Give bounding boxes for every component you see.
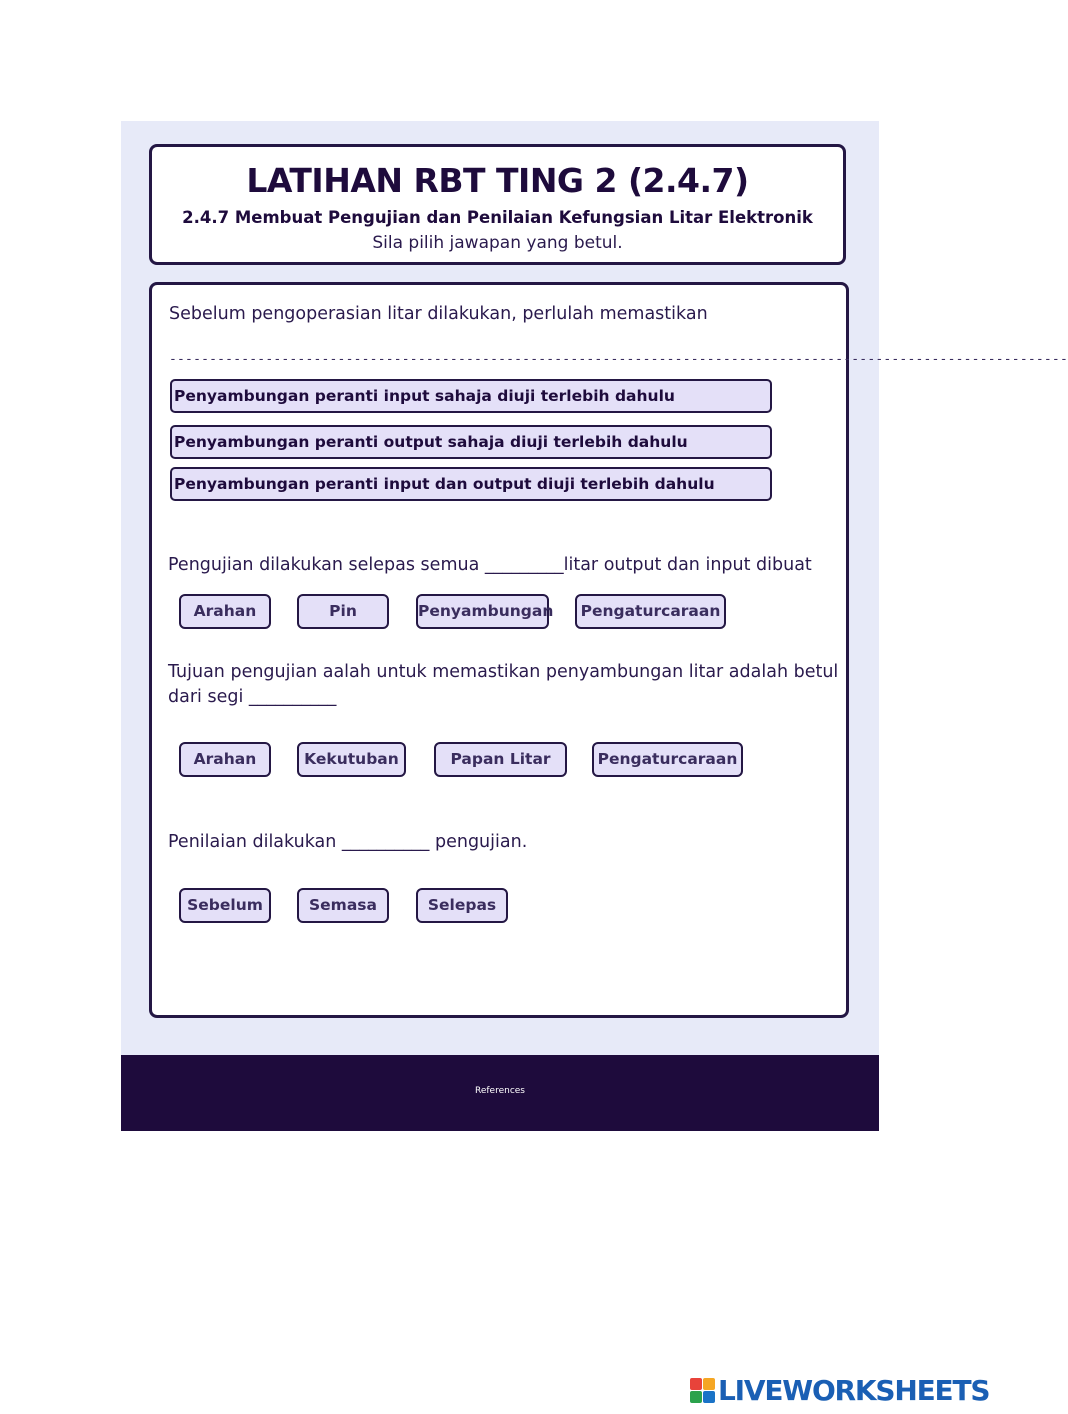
- question-2-text: Pengujian dilakukan selepas semua _________litar output dan input dibuat: [168, 555, 812, 575]
- page-title: LATIHAN RBT TING 2 (2.4.7): [246, 161, 749, 200]
- liveworksheets-brand: [690, 1374, 990, 1408]
- question-4-text: Penilaian dilakukan __________ pengujian.: [168, 832, 528, 852]
- question-1-blank-line: ----------------------------------------------------------------------------------------------------------------: [169, 352, 1068, 367]
- q1-option-output-only[interactable]: Penyambungan peranti output sahaja diuji terlebih dahulu: [170, 425, 772, 459]
- q3-option-kekutuban[interactable]: Kekutuban: [297, 742, 406, 777]
- q3-option-papan-litar[interactable]: Papan Litar: [434, 742, 567, 777]
- question-3-text-line-1: Tujuan pengujian aalah untuk memastikan penyambungan litar adalah betul: [168, 662, 839, 682]
- page-subtitle: 2.4.7 Membuat Pengujian dan Penilaian Kefungsian Litar Elektronik: [182, 208, 813, 227]
- question-1-text: Sebelum pengoperasian litar dilakukan, perlulah memastikan: [169, 304, 708, 324]
- question-3-text-line-2: dari segi __________: [168, 687, 337, 707]
- q2-option-pengaturcaraan[interactable]: Pengaturcaraan: [575, 594, 726, 629]
- q2-option-penyambungan[interactable]: Penyambungan: [416, 594, 549, 629]
- q1-option-input-only[interactable]: Penyambungan peranti input sahaja diuji terlebih dahulu: [170, 379, 772, 413]
- q1-option-input-and-output[interactable]: Penyambungan peranti input dan output diuji terlebih dahulu: [170, 467, 772, 501]
- q2-option-pin[interactable]: Pin: [297, 594, 389, 629]
- q4-option-selepas[interactable]: Selepas: [416, 888, 508, 923]
- instruction-text: Sila pilih jawapan yang betul.: [372, 233, 623, 253]
- q4-option-semasa[interactable]: Semasa: [297, 888, 389, 923]
- footer-bar: [121, 1055, 879, 1131]
- q4-option-sebelum[interactable]: Sebelum: [179, 888, 271, 923]
- brand-name: LIVEWORKSHEETS: [718, 1374, 990, 1407]
- header-card: [149, 144, 846, 265]
- q2-option-arahan[interactable]: Arahan: [179, 594, 271, 629]
- references-link[interactable]: References: [474, 1086, 525, 1096]
- q3-option-arahan[interactable]: Arahan: [179, 742, 271, 777]
- liveworksheets-logo-icon: [690, 1378, 716, 1404]
- q3-option-pengaturcaraan[interactable]: Pengaturcaraan: [592, 742, 743, 777]
